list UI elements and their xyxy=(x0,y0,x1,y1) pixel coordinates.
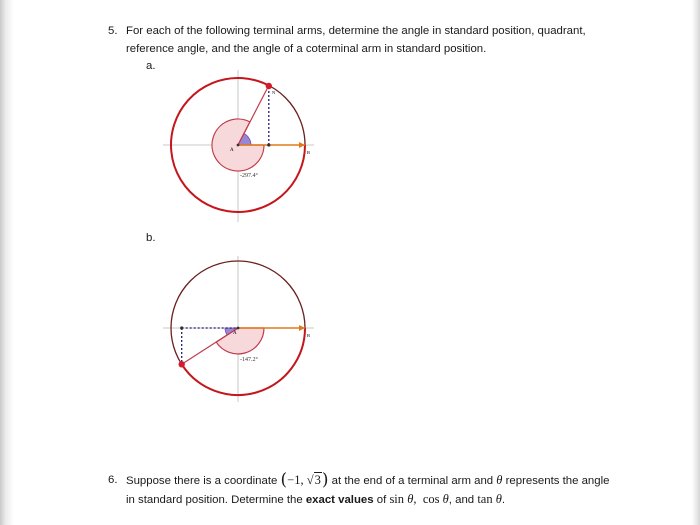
question-5-line-1: For each of the following terminal arms, determine the angle in standard position, quadrant, xyxy=(126,25,586,37)
question-6 xyxy=(108,471,678,509)
sqrt-expression: √3 xyxy=(306,473,321,487)
diagram-a-angle-label: -297.4° xyxy=(240,173,258,179)
diagram-a-label-b: B xyxy=(307,150,311,155)
question-5-number: 5. xyxy=(108,25,118,37)
question-6-line-1 xyxy=(126,471,678,490)
theta-symbol: θ xyxy=(496,473,503,487)
tan-theta: θ xyxy=(495,492,502,506)
question-6-end: . xyxy=(501,494,506,506)
question-6-post: represents the angle xyxy=(505,475,610,487)
diagram-b-angle-sector xyxy=(216,328,264,354)
question-6-pre: Suppose there is a coordinate xyxy=(126,475,278,487)
diagram-b-point-terminal xyxy=(179,361,185,367)
part-b-label: b. xyxy=(146,232,156,244)
diagram-b-label-b: B xyxy=(307,333,311,338)
question-6-of: of xyxy=(376,494,387,506)
sqrt-radicand: 3 xyxy=(314,473,321,487)
question-6-line-2 xyxy=(126,490,678,509)
question-6-mid: at the end of a terminal arm and xyxy=(331,475,494,487)
separator-2: , and xyxy=(448,494,475,506)
cos-function: cos xyxy=(422,492,440,506)
tan-function: tan xyxy=(477,492,493,506)
separator-1: , xyxy=(413,492,417,506)
coordinate-expression xyxy=(280,470,329,490)
diagram-b-point-foot xyxy=(180,326,183,329)
question-5-line-2: reference angle, and the angle of a coterminal arm in standard position. xyxy=(126,43,487,55)
question-6-text xyxy=(126,471,678,509)
diagram-b-angle-label: -147.2° xyxy=(240,357,258,363)
diagram-b-label-a: A xyxy=(233,331,237,336)
part-a-label: a. xyxy=(146,60,156,72)
sin-function: sin xyxy=(389,492,405,506)
question-6-number: 6. xyxy=(108,474,118,486)
coordinate-open-paren: ( xyxy=(280,470,288,490)
sin-theta: θ xyxy=(407,492,414,506)
exact-values-bold: exact values xyxy=(305,494,374,506)
cos-theta: θ xyxy=(442,492,449,506)
diagram-a-label-a: A xyxy=(230,148,234,153)
diagram-a-label-n: N xyxy=(272,90,276,95)
coordinate-value: −1, xyxy=(287,473,307,487)
question-6-line2-pre: in standard position. Determine the xyxy=(126,494,303,506)
coordinate-close-paren: ) xyxy=(321,470,329,490)
diagram-b-point-a xyxy=(237,327,240,330)
